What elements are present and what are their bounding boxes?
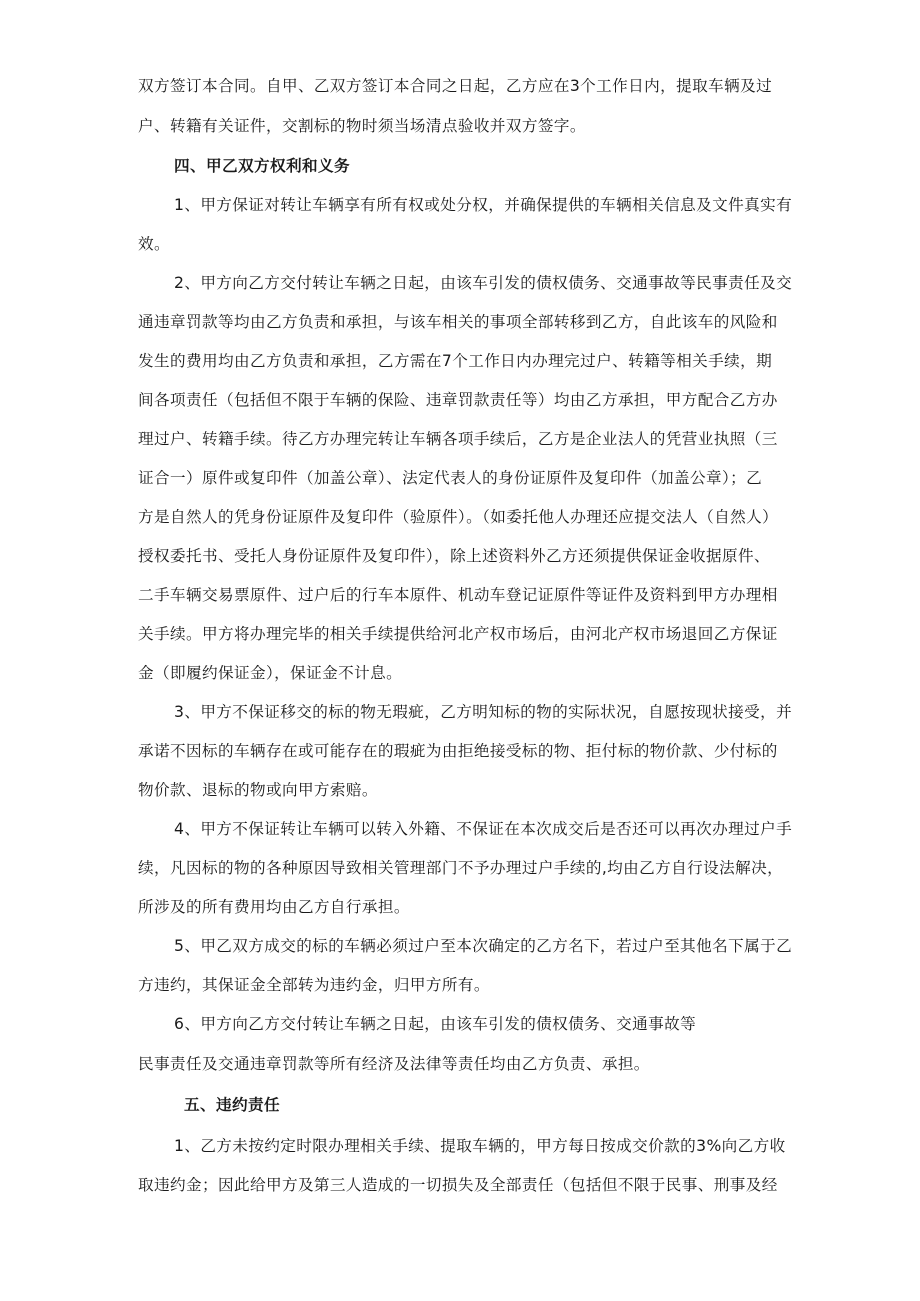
text-line: 3、甲方不保证移交的标的物无瑕疵，乙方明知标的物的实际状况，自愿按现状接受，并 xyxy=(174,703,793,721)
text-line: 2、甲方向乙方交付转让车辆之日起，由该车引发的债权债务、交通事故等民事责任及交 xyxy=(174,274,793,292)
section-heading-liability: 五、违约责任 xyxy=(184,1096,280,1114)
text-line: 间各项责任（包括但不限于车辆的保险、违章罚款责任等）均由乙方承担，甲方配合乙方办 xyxy=(138,391,778,409)
text-line: 效。 xyxy=(138,235,170,253)
text-line: 民事责任及交通违章罚款等所有经济及法律等责任均由乙方负责、承担。 xyxy=(138,1055,650,1073)
text-line: 1、乙方未按约定时限办理相关手续、提取车辆的，甲方每日按成交价款的3%向乙方收 xyxy=(174,1137,786,1155)
text-line: 双方签订本合同。自甲、乙双方签订本合同之日起，乙方应在3个工作日内，提取车辆及过 xyxy=(138,77,773,95)
text-line: 方违约，其保证金全部转为违约金，归甲方所有。 xyxy=(138,976,490,994)
text-line: 续，凡因标的物的各种原因导致相关管理部门不予办理过户手续的,均由乙方自行设法解决， xyxy=(138,859,784,877)
text-line: 理过户、转籍手续。待乙方办理完转让车辆各项手续后，乙方是企业法人的凭营业执照（三 xyxy=(138,430,778,448)
text-line: 通违章罚款等均由乙方负责和承担，与该车相关的事项全部转移到乙方，自此该车的风险和 xyxy=(138,313,778,331)
text-line: 证合一）原件或复印件（加盖公章）、法定代表人的身份证原件及复印件（加盖公章）；乙 xyxy=(138,469,763,487)
text-line: 发生的费用均由乙方负责和承担，乙方需在7个工作日内办理完过户、转籍等相关手续，期 xyxy=(138,352,773,370)
text-line: 物价款、退标的物或向甲方索赔。 xyxy=(138,781,378,799)
text-line: 二手车辆交易票原件、过户后的行车本原件、机动车登记证原件等证件及资料到甲方办理相 xyxy=(138,586,778,604)
text-line: 4、甲方不保证转让车辆可以转入外籍、不保证在本次成交后是否还可以再次办理过户手 xyxy=(174,820,793,838)
text-line: 1、甲方保证对转让车辆享有所有权或处分权，并确保提供的车辆相关信息及文件真实有 xyxy=(174,196,793,214)
text-line: 金（即履约保证金），保证金不计息。 xyxy=(138,664,403,682)
text-line: 6、甲方向乙方交付转让车辆之日起，由该车引发的债权债务、交通事故等 xyxy=(174,1015,697,1033)
text-line: 所涉及的所有费用均由乙方自行承担。 xyxy=(138,898,410,916)
text-line: 方是自然人的凭身份证原件及复印件（验原件）。（如委托他人办理还应提交法人（自然人） xyxy=(138,508,779,526)
text-line: 授权委托书、受托人身份证原件及复印件），除上述资料外乙方还须提供保证金收据原件、 xyxy=(138,547,770,565)
text-line: 取违约金；因此给甲方及第三人造成的一切损失及全部责任（包括但不限于民事、刑事及经 xyxy=(138,1176,778,1194)
text-line: 户、转籍有关证件，交割标的物时须当场清点验收并双方签字。 xyxy=(138,117,586,135)
section-heading-rights-obligations: 四、甲乙双方权利和义务 xyxy=(174,157,350,175)
text-line: 关手续。甲方将办理完毕的相关手续提供给河北产权市场后，由河北产权市场退回乙方保证 xyxy=(138,625,778,643)
text-line: 5、甲乙双方成交的标的车辆必须过户至本次确定的乙方名下，若过户至其他名下属于乙 xyxy=(174,937,793,955)
text-line: 承诺不因标的车辆存在或可能存在的瑕疵为由拒绝接受标的物、拒付标的物价款、少付标的 xyxy=(138,742,778,760)
